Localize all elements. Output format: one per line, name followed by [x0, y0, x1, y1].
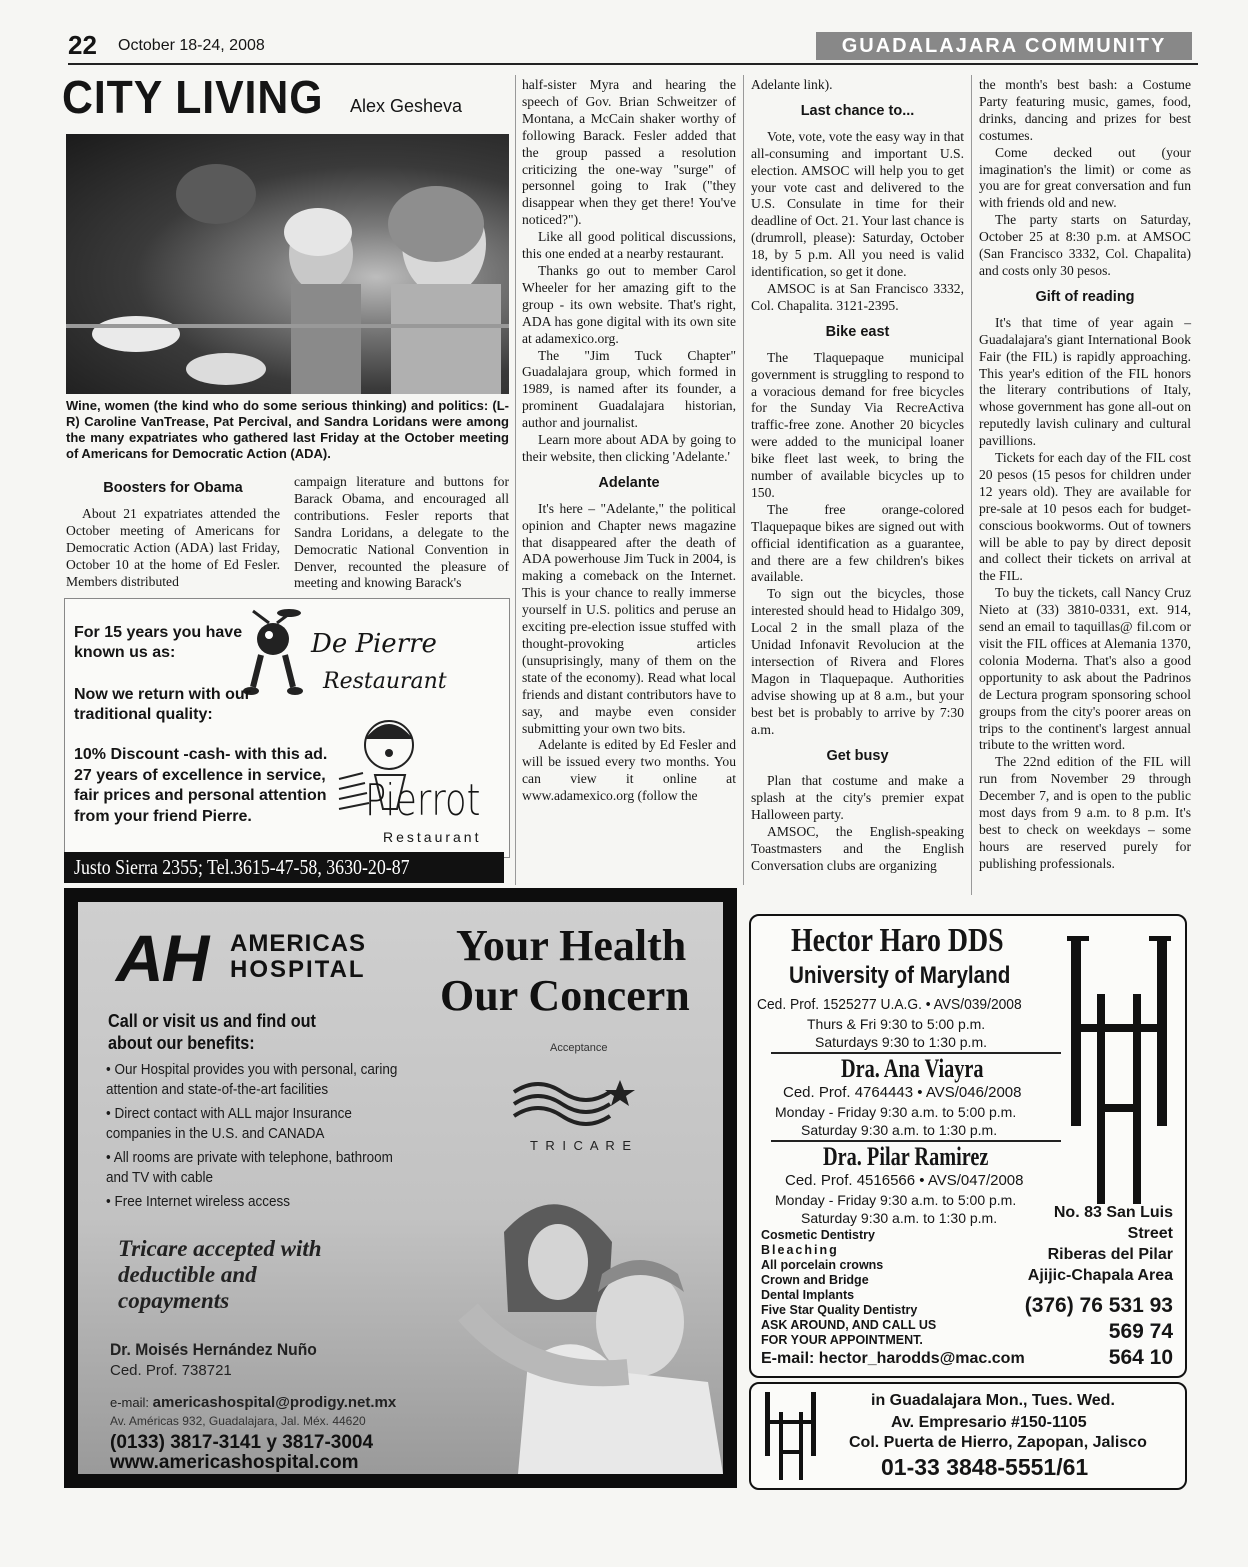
- gdl-line2: Av. Empresario #150-1105: [891, 1414, 1087, 1431]
- dr2-ced: Ced. Prof. 4764443 • AVS/046/2008: [783, 1084, 1022, 1101]
- col5-p0: the month's best bash: a Costume Party featuring music, games, food, drinks, dancing and prizes for best costumes.: [979, 77, 1191, 143]
- col3-p5: Learn more about ADA by going to their website, then clicking 'Adelante.': [522, 432, 736, 464]
- col-5: [979, 77, 1191, 873]
- dentist-phone3: 564 10: [1108, 1346, 1173, 1369]
- col-4: [751, 77, 964, 875]
- dentist-address: [973, 1202, 1173, 1286]
- depierre-brand: De Pierre: [311, 629, 437, 659]
- hospital-intro: Call or visit us and find out about our benefits:: [108, 1011, 316, 1053]
- tricare-note: Tricare accepted with deductible and copayments: [118, 1236, 322, 1313]
- section-title: GUADALAJARA COMMUNITY: [841, 34, 1167, 57]
- hospital-email[interactable]: americashospital@prodigy.net.mx: [152, 1394, 397, 1411]
- last-chance-p1: Vote, vote, vote the easy way in that all-consuming and important U.S. election. AMSOC will help you to get your vote cast and delivered to the U.S. Consulate in time for their deadline of Oct. 21. Your last chance is (drumroll, please): Saturday, October 18, by 5 p.m. All you need is valid identification, so get it done.: [751, 128, 964, 280]
- hospital-logo-letters: AH: [116, 921, 208, 995]
- last-chance-heading: Last chance to...: [800, 102, 915, 119]
- service-item: Five Star Quality Dentistry: [761, 1303, 918, 1317]
- hospital-logo-name2: HOSPITAL: [230, 956, 366, 983]
- dentist-name: Hector Haro DDS: [791, 922, 1004, 959]
- waiter-icon: [243, 601, 303, 697]
- hospital-doctor-ced: Ced. Prof. 738721: [110, 1362, 232, 1379]
- benefit-item: • Direct contact with ALL major Insurance companies in the U.S. and CANADA: [106, 1105, 352, 1142]
- tricare-wordmark: T R I C A R E: [530, 1138, 634, 1153]
- dentist-school: University of Maryland: [789, 962, 1011, 989]
- hospital-benefits: [106, 1060, 403, 1216]
- col-2: [294, 474, 509, 592]
- pierrot-brand: Pierrot: [365, 775, 481, 826]
- hospital-headline1: Your Health: [456, 921, 687, 970]
- busy-heading: Get busy: [826, 747, 889, 764]
- col-3: [522, 77, 736, 805]
- col3-p3: Thanks go out to member Carol Wheeler for her amazing gift to the group - its own website. That's right, ADA has gone digital with its own site at adamexico.org.: [522, 262, 736, 346]
- ad-dentist: [749, 914, 1187, 1378]
- dr3-ced: Ced. Prof. 4516566 • AVS/047/2008: [785, 1172, 1024, 1189]
- tricare-acceptance-label: Acceptance: [550, 1042, 608, 1054]
- service-item: FOR YOUR APPOINTMENT.: [761, 1333, 923, 1347]
- depierre-brand-sub: Restaurant: [323, 669, 447, 694]
- issue-date: October 18-24, 2008: [118, 37, 265, 54]
- col3-p1: half-sister Myra and hearing the speech of Gov. Brian Schweitzer of Montana, a McCain shaker worthy of following Barack. Fesler added that the group passed a resolution criticizing the one-way "surge" of personnel going to Irak ("they disappear when they get there! You've noticed?").: [522, 77, 736, 228]
- service-item: ASK AROUND, AND CALL US: [761, 1318, 937, 1332]
- event-photo: [66, 134, 509, 394]
- gdl-phone: 01-33 3848-5551/61: [881, 1454, 1089, 1480]
- adelante-p1: It's here – "Adelante," the political opinion and Chapter news magazine that disappeared after the death of ADA powerhouse Jim Tuck in 2004, is making a comeback on the Internet. This is your chance to really immerse yourself in U.S. politics and peruse an exciting pre-election issue stuffed with thought-provoking articles (unsuprisingly, many of them on the state of the economy). Read what local friends and distant contributors have to say, and maybe even consider submitting your own two bits.: [522, 500, 736, 736]
- service-item: Cosmetic Dentistry: [761, 1228, 875, 1242]
- page-number: 22: [68, 30, 97, 60]
- col5-p1: Come decked out (your imagination's the limit) or come as you are for great conversation and fun with friends old and new.: [979, 144, 1191, 211]
- dr3-hours-b: Saturday 9:30 a.m. to 1:30 p.m.: [801, 1210, 998, 1226]
- bike-p2: The free orange-colored Tlaquepaque bikes are signed out with official identification as a guarantee, and there are a few children's bikes available.: [751, 501, 964, 585]
- gift-p4: The 22nd edition of the FIL will run from November 29 through December 7, and is open to the public most days from 9 a.m. to 8 p.m. It's best to check on weekdays – some hours are reserved purely for publishing professionals.: [979, 754, 1191, 871]
- depierre-line1: For 15 years you have known us as:: [74, 624, 243, 661]
- dr3-name: Dra. Pilar Ramirez: [823, 1142, 989, 1171]
- col5-p2: The party starts on Saturday, October 25 at 8:30 p.m. at AMSOC (San Francisco 3332, Col. Chapalita) and costs only 30 pesos.: [979, 212, 1191, 278]
- depierre-line2: Now we return with our traditional quality:: [74, 686, 251, 723]
- bike-p3: To sign out the bicycles, those interested should head to Hidalgo 309, Local 2 in the small plaza of the Unidad Infonavit Revolucion at the intersection of Rivera and Flores Magon in Tlaquepaque. Authorities advise showing up at 8 a.m., but your best bet is probably to arrive by 7:30 a.m.: [751, 586, 964, 737]
- gift-p1: It's that time of year again – Guadalajara's giant International Book Fair (the FIL) is rapidly approaching. This year's edition of the FIL honors the literary contributions of Italy, whose government has gone all-out on reputedly lavish culinary and cultural pavillions.: [979, 314, 1191, 449]
- ad-americas-hospital: [64, 888, 737, 1488]
- benefit-item: • Free Internet wireless access: [106, 1193, 291, 1210]
- service-item: Crown and Bridge: [761, 1273, 869, 1287]
- hospital-logo-name1: AMERICAS: [230, 930, 367, 957]
- dentist-email[interactable]: E-mail: hector_harodds@mac.com: [761, 1350, 1025, 1367]
- dr2-hours-a: Monday - Friday 9:30 a.m. to 5:00 p.m.: [775, 1104, 1017, 1120]
- column-rule: [971, 75, 972, 895]
- dentist-phone1: (376) 76 531 93: [1024, 1294, 1173, 1317]
- boosters-heading: Boosters for Obama: [103, 480, 243, 496]
- ad-depierre: [64, 598, 510, 858]
- tricare-logo-icon: [508, 1062, 648, 1132]
- dr3-hours-a: Monday - Friday 9:30 a.m. to 5:00 p.m.: [775, 1192, 1017, 1208]
- hh-monogram-icon: [1063, 934, 1175, 1214]
- hh-small-monogram-icon: [761, 1390, 821, 1482]
- hospital-phone: (0133) 3817-3141 y 3817-3004: [110, 1432, 374, 1453]
- col3-p2: Like all good political discussions, this one ended at a nearby restaurant.: [522, 229, 736, 262]
- dentist-phone2: 569 74: [1108, 1320, 1173, 1343]
- pierrot-brand-sub: Restaurant: [383, 829, 482, 845]
- dentist-hours1a: Thurs & Fri 9:30 to 5:00 p.m.: [807, 1016, 986, 1032]
- adelante-p2: Adelante is edited by Ed Fesler and will be issued every two months. You can view it online at www.adamexico.org (follow the: [522, 737, 736, 804]
- col3-p4: The "Jim Tuck Chapter" Guadalajara group, which formed in 1989, is named after its founder, a prominent Guadalajara historian, author and journalist.: [522, 347, 736, 431]
- photo-caption: Wine, women (the kind who do some serious thinking) and politics: (L-R) Caroline VanTrease, Pat Percival, and Sandra Loridans were among the many expatriates who gathered last Friday at the October meeting of Americans for Democratic Action (ADA).: [66, 398, 509, 461]
- hospital-headline2: Our Concern: [440, 971, 690, 1020]
- gift-heading: Gift of reading: [1035, 288, 1135, 305]
- last-chance-p2: AMSOC is at San Francisco 3332, Col. Chapalita. 3121-2395.: [751, 280, 964, 313]
- hospital-address: Av. Américas 932, Guadalajara, Jal. Méx. 44620: [110, 1414, 366, 1428]
- dr2-hours-b: Saturday 9:30 a.m. to 1:30 p.m.: [801, 1122, 998, 1138]
- dentist-ced1: Ced. Prof. 1525277 U.A.G. • AVS/039/2008: [757, 996, 1022, 1013]
- gdl-line3: Col. Puerta de Hierro, Zapopan, Jalisco: [849, 1434, 1147, 1451]
- busy-p2: AMSOC, the English-speaking Toastmasters and the English Conversation clubs are organizing: [751, 824, 964, 873]
- hospital-ad-panel: [78, 902, 723, 1474]
- depierre-address: Justo Sierra 2355; Tel.3615-47-58, 3630-20-87: [74, 855, 410, 879]
- hospital-email-label: e-mail:: [110, 1395, 150, 1410]
- dr2-name: Dra. Ana Viayra: [841, 1054, 984, 1083]
- busy-p1: Plan that costume and make a splash at the city's premier expat Halloween party.: [751, 773, 964, 823]
- col4-p0: Adelante link).: [751, 77, 833, 92]
- hospital-email-row: [110, 1394, 396, 1411]
- bike-heading: Bike east: [825, 323, 890, 340]
- hospital-doctor: Dr. Moisés Hernández Nuño: [110, 1340, 317, 1359]
- column-rule: [515, 75, 516, 885]
- bike-p1: The Tlaquepaque municipal government is struggling to respond to a voracious demand for free bicycles for the Sunday Via RecreActiva traffic-free zone. Another 20 bicycles were added to the municipal loaner bike fleet last week, to bring the number of available bicycles up to 150.: [751, 349, 964, 500]
- gift-p2: Tickets for each day of the FIL cost 20 pesos (15 pesos for children under 12 years old). They are available for pre-sale at 10 pesos each for budget-conscious bookworms. Out of towners will be able to pay by direct deposit and collect their tickets on arrival at the FIL.: [979, 450, 1191, 584]
- depierre-line3: 10% Discount -cash- with this ad. 27 years of excellence in service, fair prices and personal attention from your friend Pierre.: [74, 746, 328, 825]
- hospital-web[interactable]: www.americashospital.com: [110, 1452, 359, 1473]
- header-rule: [68, 63, 1198, 65]
- column-rule: [743, 75, 744, 885]
- dentist-hours1b: Saturdays 9:30 to 1:30 p.m.: [815, 1034, 987, 1050]
- depierre-footer: [64, 852, 504, 883]
- service-item: Dental Implants: [761, 1288, 855, 1302]
- col-1: [66, 472, 280, 590]
- boosters-p2: campaign literature and buttons for Barack Obama, and encouraged all contributions. Fesler reports that Sandra Loridans, a delegate to the Democratic National Convention in Denver, recounted the pleasure of meeting and knowing Barack's: [294, 474, 509, 591]
- couple-photo: [408, 1162, 723, 1474]
- benefit-item: • All rooms are private with telephone, bathroom and TV with cable: [106, 1149, 393, 1186]
- ad-dentist-guadalajara: [749, 1382, 1187, 1490]
- gdl-line1: in Guadalajara Mon., Tues. Wed.: [871, 1392, 1115, 1409]
- address-line: Ajijic-Chapala Area: [1027, 1267, 1173, 1284]
- column-title: CITY LIVING: [62, 71, 324, 123]
- address-line: Street: [1127, 1225, 1173, 1242]
- address-line: Riberas del Pilar: [1047, 1246, 1173, 1263]
- service-item: Bleaching: [761, 1243, 839, 1257]
- benefit-item: • Our Hospital provides you with personal, caring attention and state-of-the-art facilities: [106, 1061, 398, 1098]
- photo-illustration: [66, 134, 509, 394]
- address-line: No. 83 San Luis: [1053, 1204, 1173, 1221]
- column-author: Alex Gesheva: [350, 96, 463, 116]
- section-banner: [816, 32, 1192, 60]
- adelante-heading: Adelante: [598, 474, 660, 491]
- gift-p3: To buy the tickets, call Nancy Cruz Nieto at (33) 3810-0331, ext. 914, send an email to taquillas@ fil.com or visit the FIL offices at Alemania 1370, colonia Moderna. That's also a good opportunity to ask about the Padrinos de Lectura program sponsoring school groups from the city's poorer areas on trips to the continent's largest annual tribute to the written word.: [979, 585, 1191, 753]
- dentist-services: [761, 1228, 936, 1348]
- page-header: [68, 30, 1196, 64]
- boosters-p1: About 21 expatriates attended the October meeting of Americans for Democratic Action (ADA) last Friday, October 10 at the home of Ed Fesler. Members distributed: [66, 505, 280, 589]
- service-item: All porcelain crowns: [761, 1258, 884, 1272]
